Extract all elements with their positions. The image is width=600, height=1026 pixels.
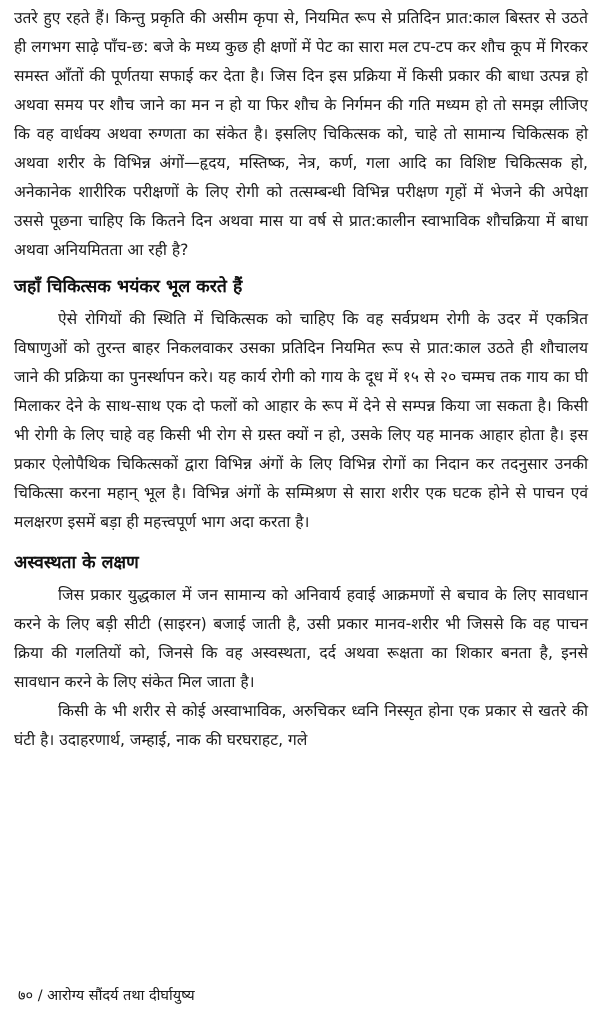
paragraph-treatment: ऐसे रोगियों की स्थिति में चिकित्सक को चाहिए कि वह सर्वप्रथम रोगी के उदर में एकत्रित विषाणुओं को तुरन्त बाहर निकलवाकर उसका प्रतिदिन नियमित रूप से प्रात:काल उठते ही शौचालय जाने की प्रक्रिया का पुनर्स्थापन करे। यह कार्य रोगी को गाय के दूध में १५ से २० चम्मच तक गाय का घी मिलाकर देने के साथ-साथ एक दो फलों को आहार के रूप में देने से सम्पन्न किया जा सकता है। किसी भी रोगी के लिए चाहे वह किसी भी रोग से ग्रस्त क्यों न हो, उसके लिए यह मानक आहार होता है। इस प्रकार ऐलोपैथिक चिकित्सकों द्वारा विभिन्न अंगों के लिए विभिन्न रोगों का निदान कर तदनुसार उनकी चिकित्सा करना महान् भूल है। विभिन्न अंगों के सम्मिश्रण से सारा शरीर एक घटक होने से पाचन एवं मलक्षरण इसमें बड़ा ही महत्त्वपूर्ण भाग अदा करता है।: [14, 310, 588, 531]
book-page: [14, 4, 588, 755]
paragraph-warning-signal: जिस प्रकार युद्धकाल में जन सामान्य को अनिवार्य हवाई आक्रमणों से बचाव के लिए सावधान करने के लिए बड़ी सीटी (साइरन) बजाई जाती है, उसी प्रकार मानव-शरीर भी जिससे कि वह पाचन क्रिया की गलतियों को, जिनसे कि वह अस्वस्थता, दर्द अथवा रूक्षता का शिकार बनता है, इनसे सावधान करने के लिए संकेत मिल जाता है।: [14, 586, 588, 691]
page-footer: ७० / आरोग्य सौंदर्य तथा दीर्घायुष्य: [18, 988, 195, 1004]
paragraph-abnormal-sound: किसी के भी शरीर से कोई अस्वाभाविक, अरुचिकर ध्वनि निस्सृत होना एक प्रकार से खतरे की घंटी है। उदाहरणार्थ, जम्हाई, नाक की घरघराहट, गले: [14, 702, 588, 749]
paragraph-continued: उतरे हुए रहते हैं। किन्तु प्रकृति की असीम कृपा से, नियमित रूप से प्रतिदिन प्रात:काल बिस्तर से उठते ही लगभग साढ़े पाँच-छ: बजे के मध्य कुछ ही क्षणों में पेट का सारा मल टप-टप कर शौच कूप में गिरकर समस्त आँतों की पूर्णतया सफाई कर देता है। जिस दिन इस प्रक्रिया में किसी प्रकार की बाधा उत्पन्न हो अथवा समय पर शौच जाने का मन न हो या फिर शौच के निर्गमन की गति मध्यम हो तो समझ लीजिए कि वह वार्धक्य अथवा रुग्णता का संकेत है। इसलिए चिकित्सक को, चाहे तो सामान्य चिकित्सक हो अथवा शरीर के विभिन्न अंगों—हृदय, मस्तिष्क, नेत्र, कर्ण, गला आदि का विशिष्ट चिकित्सक हो, अनेकानेक शारीरिक परीक्षणों के लिए रोगी को तत्सम्बन्धी विभिन्न परीक्षण गृहों में भेजने की अपेक्षा उससे पूछना चाहिए कि कितने दिन अथवा मास या वर्ष से प्रात:कालीन स्वाभाविक शौचक्रिया में बाधा अथवा अनियमितता आ रही है?: [14, 9, 588, 259]
section-heading-symptoms: अस्वस्थता के लक्षण: [14, 553, 139, 573]
section-heading-physician-mistake: जहाँ चिकित्सक भयंकर भूल करते हैं: [14, 277, 243, 297]
